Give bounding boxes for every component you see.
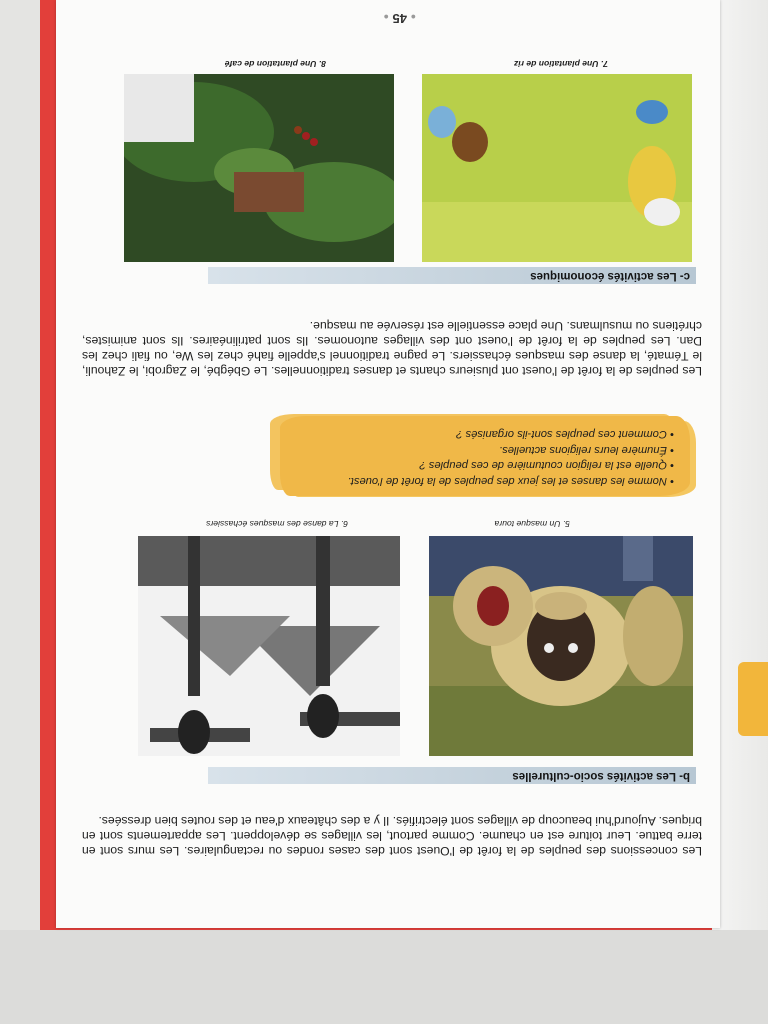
question-item: • Quelle est la religion coutumière de ces peuples ? bbox=[290, 457, 674, 473]
photo-coffee-plantation bbox=[124, 74, 394, 262]
question-item: • Nomme les danses et les jeux des peuples de la forêt de l'ouest. bbox=[290, 473, 674, 489]
rice-field-image bbox=[422, 74, 692, 262]
caption-photo-5: 5. Un masque toura bbox=[494, 519, 570, 529]
caption-photo-7: 7. Une plantation de riz bbox=[513, 59, 608, 69]
yellow-page-tab bbox=[738, 662, 768, 736]
section-heading-economic: c- Les activités économiques bbox=[208, 267, 696, 284]
page-number-dot: ● bbox=[410, 12, 416, 22]
question-item: • Énumère leurs religions actuelles. bbox=[290, 442, 674, 458]
scan-background bbox=[0, 930, 768, 1024]
photo-toura-mask bbox=[429, 536, 693, 756]
intro-paragraph: Les concessions des peuples de la forêt de l'Ouest sont des cases rondes ou rectangulaires. Les murs sont en terre battue. Leur toiture est en chaume. Comme partout, les villages se développent. Les appartements sont en briques. Aujourd'hui beaucoup de villages sont électrifiés. Il y a des châteaux d'eau et des routes bien dressées. bbox=[82, 814, 702, 858]
page-number-text: 45 bbox=[392, 11, 407, 26]
questions-highlight bbox=[280, 416, 690, 496]
question-list bbox=[280, 426, 690, 496]
adjacent-page-edge bbox=[712, 0, 768, 1024]
coffee-plantation-image bbox=[124, 74, 394, 262]
stilt-dance-image bbox=[138, 536, 400, 756]
peoples-paragraph: Les peuples de la forêt de l'ouest ont plusieurs chants et danses traditionnelles. Le Gbégbé, le Zagrobi, le Zahouli, le Tématé, la danse des masques échassiers. Le pagne traditionnel s'appelle fiahé chez les We, ou fiali chez les Dan. Les peuples de la forêt de l'ouest ont des villages autonomes. Ils sont patrilinéaires. Ils sont animistes, chrétiens ou musulmans. Une place essentielle est réservée au masque. bbox=[82, 319, 702, 378]
page-number-dot: ● bbox=[383, 12, 389, 22]
toura-mask-image bbox=[429, 536, 693, 756]
textbook-page bbox=[56, 0, 720, 928]
question-item: • Comment ces peuples sont-ils organisés ? bbox=[290, 426, 674, 442]
caption-photo-6: 6. La danse des masques échassiers bbox=[206, 519, 348, 529]
page-number bbox=[383, 11, 416, 26]
caption-photo-8: 8. Une plantation de café bbox=[224, 59, 326, 69]
section-heading-socio-cultural: b- Les activités socio-culturelles bbox=[208, 767, 696, 784]
photo-rice-plantation bbox=[422, 74, 692, 262]
photo-stilt-mask-dance bbox=[138, 536, 400, 756]
